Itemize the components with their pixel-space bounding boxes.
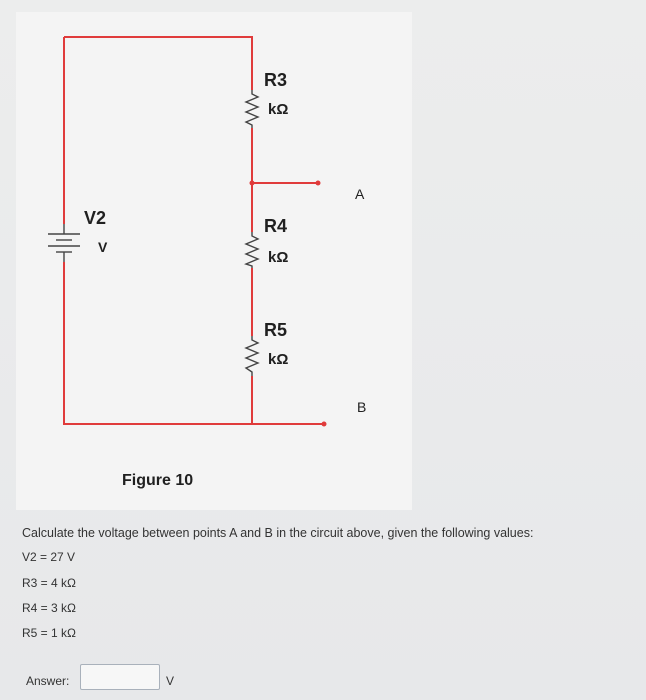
terminal-a-label: A xyxy=(355,186,365,202)
resistor-r3-zigzag xyxy=(246,90,258,128)
answer-label: Answer: xyxy=(26,674,70,688)
resistor-r5-zigzag xyxy=(246,336,258,376)
r3-unit: kΩ xyxy=(268,101,289,118)
wire-left-lower xyxy=(64,262,252,424)
answer-unit: V xyxy=(166,674,175,688)
given-r5: R5 = 1 kΩ xyxy=(22,626,76,640)
r4-name: R4 xyxy=(264,216,288,236)
v2-name: V2 xyxy=(84,208,107,228)
figure-caption: Figure 10 xyxy=(122,472,194,489)
v2-unit: V xyxy=(98,239,108,255)
r5-unit: kΩ xyxy=(268,351,289,368)
wire-top xyxy=(64,37,252,90)
terminal-a-dot xyxy=(316,181,321,186)
terminal-b-label: B xyxy=(357,399,367,415)
battery-icon xyxy=(48,224,80,262)
junction-dot xyxy=(250,181,255,186)
r4-unit: kΩ xyxy=(268,249,289,266)
given-v2: V2 = 27 V xyxy=(22,550,76,564)
given-r4: R4 = 3 kΩ xyxy=(22,601,76,615)
question-prompt: Calculate the voltage between points A and B in the circuit above, given the following values: xyxy=(22,526,534,540)
r5-name: R5 xyxy=(264,320,288,340)
answer-input[interactable] xyxy=(80,664,160,690)
given-r3: R3 = 4 kΩ xyxy=(22,576,76,590)
r3-name: R3 xyxy=(264,70,288,90)
terminal-b-dot xyxy=(322,422,327,427)
resistor-r4-zigzag xyxy=(246,232,258,268)
